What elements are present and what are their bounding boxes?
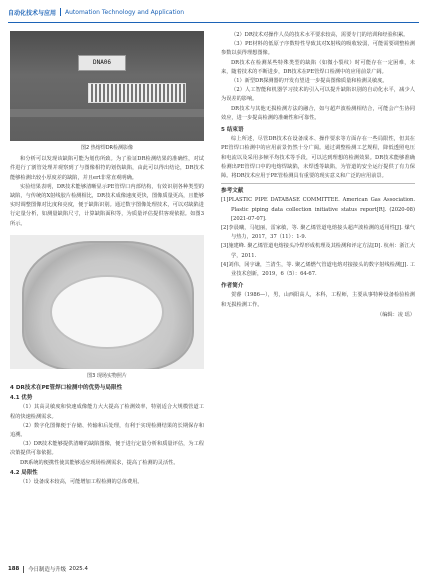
subsection-heading: 4.1 优势 [10,395,33,402]
issue-date: 2025.4 [69,566,88,572]
paragraph: （2）数字化图像便于存储、传输和后处理，有利于实现检测结果的长期保存和追溯。 [10,422,204,439]
left-column [10,31,204,487]
journal-section-cn: 自动化技术与应用 [8,9,57,17]
journal-header [8,4,419,20]
author-heading: 作者简介 [221,283,244,290]
header-rule [8,22,419,23]
reference-item: [2]李晨曦，马旭丽，雷家敏，等. 聚乙烯管道电熔接头超声波检测的适用性[J]. 煤气与热力，2017，37（11）：1-9. [221,225,415,241]
image-quality-indicator [88,83,186,103]
paragraph: DR系统的便携性使其能够适应现场检测需求，提高了检测的灵活性。 [20,459,179,466]
pipe-inner-shape [50,275,164,349]
paragraph: （3）PE材料的低原子序数特性导致其对X射线的吸收较弱，可能需要调整检测参数以获得理想图像。 [221,41,415,57]
journal-name: 今日制造与升级 [28,567,67,573]
paragraph: 和分析可以发现该缺陷可能为划伤所致。为了验证DR检测结果的准确性，对试件进行了割管处理并观察到了与图像相符的划伤缺陷，由此可以得出结论，DR技术能够检测出较小厚度差的缺陷，并且ert非常直观明确。 [10,156,204,181]
specimen-tag: DNA06 [78,55,126,71]
right-column [221,31,415,320]
reference-item: [3]施建峰. 聚乙烯管道电熔接头冷焊形成机理及其检测和评定方法[D]. 杭州：浙江大学，2011. [221,243,415,259]
section-heading: 4 DR技术在PE管焊口检测中的优势与局限性 [10,385,123,392]
field-photo [10,235,204,369]
figure-3-caption: 图3 现场实物照片 [87,372,127,379]
paragraph: DR技术与其他无损检测方法的融合，如与超声波检测相结合，可能会产生协同效应，进一步提高检测的准确性和可靠性。 [221,105,415,121]
editor-signature: （编辑：凌 瑶） [377,311,415,318]
weld-band [10,109,204,117]
paragraph: （1）其高灵敏度和快速成像能力大大提高了检测效率，特别适合大规模管道工程的快速检测需求。 [10,404,204,420]
divider [221,183,415,184]
page-footer [8,565,88,573]
figure-3 [10,235,204,381]
reference-item: [4]刘伟，冈宇谦，兰清生，等. 聚乙烯燃气管道电熔对接接头的数字射线检测[J]. 工业技术创新，2019，6（5）：64-67. [221,261,415,278]
figure-2-caption: 图2 热熔焊DR检测影像 [80,145,134,151]
subsection-heading: 4.2 局限性 [10,469,38,476]
radiograph-image [10,31,204,141]
journal-section-en: Automation Technology and Application [65,8,185,16]
paragraph: DR技术在检测某些特殊类型的缺陷（如微小裂纹）时可能存在一定困难，未来，随着技术的不断进步，DR技术在PE管焊口检测中的应用前景广阔。 [221,59,415,75]
paragraph: （3）DR技术能够提供清晰的缺陷图像，便于进行定量分析和质量评估，为工程决策提供可靠依据。 [10,441,204,457]
paragraph: （2）DR技术对操作人员的技术水平要求较高，需要专门的培训和经验积累。 [231,32,409,38]
figure-2 [10,31,204,153]
paragraph: （2）人工智能和机器学习技术的引入可以提升缺陷识别的自动化水平，减少人为误差的影响。 [221,87,415,103]
paragraph: 实验结果表明，DR技术能够清晰显示PE管焊口内部结构，有效识别各种类型的缺陷，与传统的X射线胶片检测相比，DR技术成像速度更快，图像质量更高，且能够实时调整图像对比度和亮度，便于缺陷识别。通过数字图像处理技术，可以对缺陷进行定量分析，如测量缺陷尺寸，计算缺陷面积等，为质量评估提供客观依据。如图3所示。 [10,183,204,227]
footer-separator [23,566,24,573]
references-heading: 参考文献 [221,188,244,195]
author-bio: 贺睿（1986—），男，山西阳高人，本科，工程师，主要从事特种设备检验检测和无损检测工作。 [221,292,415,308]
section-heading: 5 结束语 [221,127,244,134]
page-number: 188 [8,566,20,572]
reference-item: [1]PLASTIC PIPE DATABASE COMMITTEE. American Gas Association. Plastic piping data collection initiative status report[R]. (2020-08) [2021-07-07]. [221,197,415,222]
paragraph: （1）设备成本较高，可能增加工程检测的总体费用。 [20,479,143,486]
paragraph: （1）新型DR探测器的开发有望进一步提高图像质量和检测灵敏度。 [231,78,388,85]
header-separator [60,8,61,16]
paragraph: 综上所述，尽管DR技术在设备成本、操作要求等方面存在一些局限性，但其在PE管焊口检测中的应用前景仍然十分广阔。通过调整检测工艺规程，降低透照电压和电流以及采用多帧平均技术等手段，可以达到理想的检测效果。DR技术能够准确检测出PE管焊口中的电熔焊缺陷，未焊透等缺陷，为管道的安全运行提供了有力保障。将DR技术应用于PE管检测具有重要的现实意义和广泛的应用前景。 [221,136,415,180]
